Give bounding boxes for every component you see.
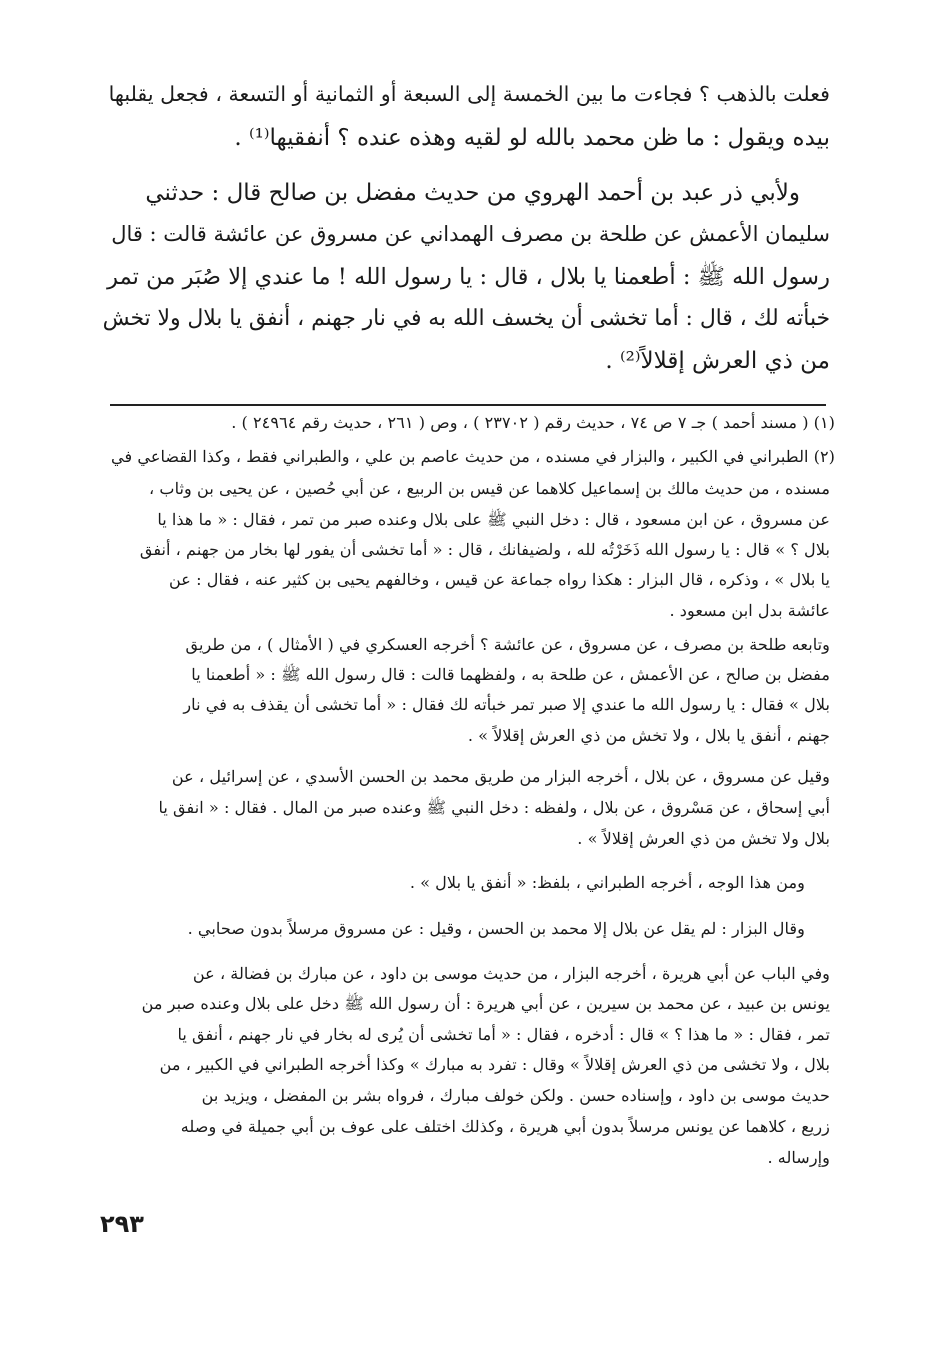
main-text-line: ولأبي ذر عبد بن أحمد الهروي من حديث مفضل بن صالح قال : حدثني bbox=[145, 180, 800, 206]
footnote-line: وقيل عن مسروق ، عن بلال ، أخرجه البزار من طريق محمد بن الحسن الأسدي ، عن إسرائيل ، عن bbox=[171, 767, 830, 786]
footnote-line: بلال ، ولا تخشى من ذي العرش إقلالاً » وقال : تفرد به مبارك » وكذا أخرجه الطبراني في الكبير ، من bbox=[159, 1055, 830, 1074]
footnote-line: يونس بن عبيد ، عن محمد بن سيرين ، عن أبي هريرة : أن رسول الله ﷺ دخل على بلال وعنده صبر من bbox=[141, 994, 830, 1013]
main-text-line: بيده ويقول : ما ظن محمد بالله لو لقيه وهذه عنده ؟ أنفقيها⁽¹⁾ . bbox=[234, 125, 830, 151]
footnote-line: عن مسروق ، عن ابن مسعود ، قال : دخل النبي ﷺ على بلال وعنده صبر من تمر ، فقال : « ما هذا يا bbox=[157, 510, 830, 529]
main-text-line: رسول الله ﷺ : أطعمنا يا بلال ، قال : يا رسول الله ! ما عندي إلا صُبَر من تمر bbox=[107, 264, 830, 290]
footnote-line: عائشة بدل ابن مسعود . bbox=[669, 601, 830, 620]
main-text-line: فعلت بالذهب ؟ فجاءت ما بين الخمسة إلى السبعة أو الثمانية أو التسعة ، فجعل يقلبها bbox=[108, 82, 830, 106]
main-text-line: سليمان الأعمش عن طلحة بن مصرف الهمداني عن مسروق عن عائشة قالت : قال bbox=[111, 222, 830, 246]
footnote-line: ومن هذا الوجه ، أخرجه الطبراني ، بلفظ: « أنفق يا بلال » . bbox=[409, 873, 805, 892]
page-number: ٢٩٣ bbox=[100, 1210, 144, 1238]
footnote-line: وإرساله . bbox=[767, 1148, 830, 1167]
footnote-separator bbox=[110, 404, 826, 406]
footnote-line: حديث موسى بن داود ، وإسناده حسن . ولكن خولف مبارك ، فرواه بشر بن المفضل ، ويزيد بن bbox=[201, 1086, 830, 1105]
footnote-line: بلال » فقال : يا رسول الله ما عندي إلا صبر تمر خبأته لك فقال : « أما تخشى أن يقذف به في نار bbox=[183, 695, 830, 714]
main-text-line: خبأته لك ، قال : أما تخشى أن يخسف الله به في نار جهنم ، أنفق يا بلال ولا تخش bbox=[102, 306, 830, 331]
footnote-line: وتابعه طلحة بن مصرف ، عن مسروق ، عن عائشة ؟ أخرجه العسكري في ( الأمثال ) ، من طريق bbox=[185, 635, 830, 654]
footnote-line: مسنده ، من حديث مالك بن إسماعيل كلاهما عن قيس بن الربيع ، عن أبي حُصين ، عن يحيى بن وثاب ، bbox=[149, 479, 830, 498]
footnote-line: زريع ، كلاهما عن يونس مرسلاً بدون أبي هريرة ، وكذلك اختلف على عوف بن أبي جميلة في وصله bbox=[180, 1117, 830, 1136]
footnote-line: (١) ( مسند أحمد ) جـ ٧ ص ٧٤ ، حديث رقم ( ٢٣٧٠٢ ) ، وص ( ٢٦١ ، حديث رقم ٢٤٩٦٤ ) . bbox=[231, 413, 835, 432]
main-text-line: من ذي العرش إقلالاً⁽²⁾ . bbox=[605, 348, 830, 374]
footnote-line: يا بلال » ، وذكره ، قال البزار : هكذا رواه جماعة عن قيس ، وخالفهم يحيى بن كثير عنه ، فقال : عن bbox=[168, 570, 830, 589]
footnote-line: بلال ولا تخش من ذي العرش إقلالاً » . bbox=[577, 829, 830, 848]
footnote-line: وفي الباب عن أبي هريرة ، أخرجه البزار ، من حديث موسى بن داود ، عن مبارك بن فضالة ، عن bbox=[192, 964, 830, 983]
footnote-line: مفضل بن صالح ، عن الأعمش ، عن طلحة به ، ولفظهما قالت : قال رسول الله ﷺ : « أطعمنا يا bbox=[191, 665, 830, 684]
footnote-line: جهنم ، أنفق يا بلال ، ولا تخش من ذي العرش إقلالاً » . bbox=[467, 726, 830, 745]
footnote-line: بلال ؟ » قال : يا رسول الله ذَخَرْتُه لله ، ولضيفانك ، قال : « أما تخشى أن يفور لها بخار من جهنم ، أنفق bbox=[139, 540, 830, 559]
footnote-line: وقال البزار : لم يقل عن بلال إلا محمد بن الحسن ، وقيل : عن مسروق مرسلاً بدون صحابي . bbox=[187, 919, 805, 938]
footnote-line: أبي إسحاق ، عن مَسْروق ، عن بلال ، ولفظه : دخل النبي ﷺ وعنده صبر من المال . فقال : « انفق يا bbox=[158, 798, 830, 817]
footnote-line: (٢) الطبراني في الكبير ، والبزار في مسنده ، من حديث عاصم بن علي ، والطبراني فقط ، وكذا القضاعي في bbox=[110, 447, 835, 466]
footnote-line: تمر ، فقال : « ما هذا ؟ » قال : أدخره ، فقال : « أما تخشى أن يُرى له بخار في نار جهنم ، أنفق يا bbox=[177, 1025, 830, 1044]
